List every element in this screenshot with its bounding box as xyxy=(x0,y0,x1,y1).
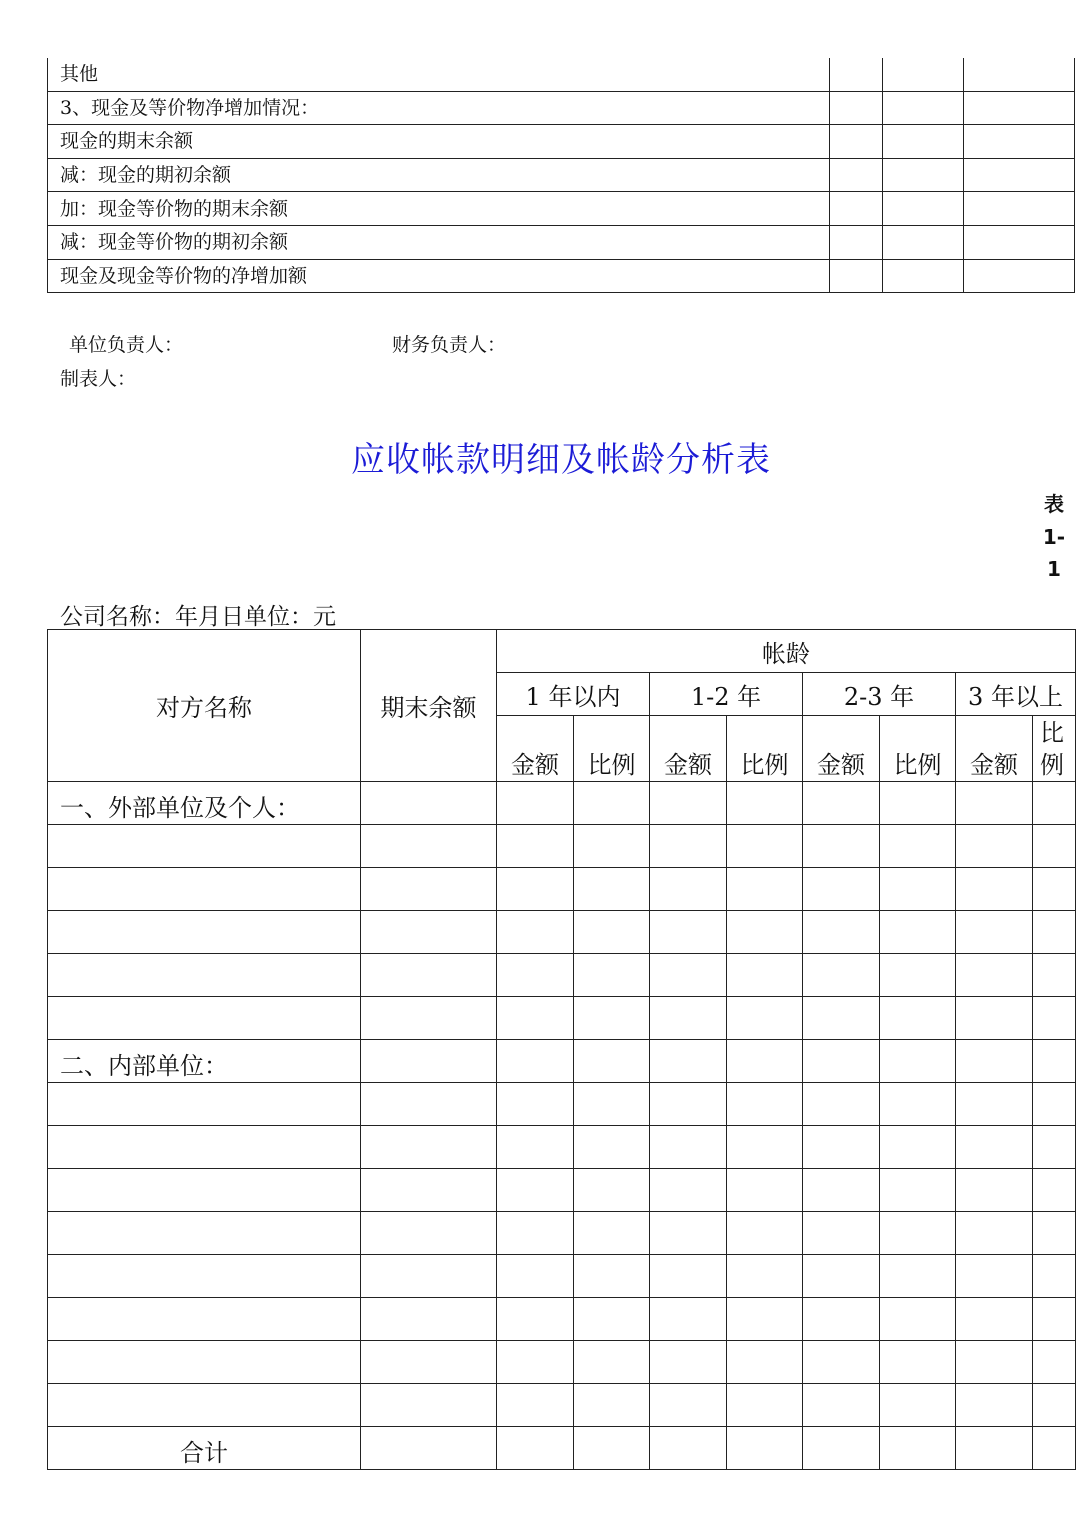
row-label: 加：现金等价物的期末余额 xyxy=(48,192,830,226)
row-label: 现金的期末余额 xyxy=(48,125,830,159)
row-label: 减：现金的期初余额 xyxy=(48,158,830,192)
section-external: 一、外部单位及个人： xyxy=(48,782,361,825)
table-row xyxy=(48,225,1075,259)
ending-balance-header: 期末余额 xyxy=(361,630,497,782)
table-row xyxy=(48,1212,1076,1255)
preparer-label: 制表人： xyxy=(60,368,137,390)
total-label: 合计 xyxy=(48,1427,361,1470)
table-row xyxy=(48,1169,1076,1212)
ratio-header: 比例 xyxy=(880,716,956,782)
unit-head-label: 单位负责人： xyxy=(69,334,184,356)
period-header: 2-3 年 xyxy=(803,673,956,716)
aging-table xyxy=(47,629,1076,1470)
table-row xyxy=(48,91,1075,125)
table-row xyxy=(48,911,1076,954)
row-label: 现金及现金等价物的净增加额 xyxy=(48,259,830,293)
amount-header: 金额 xyxy=(497,716,574,782)
total-row xyxy=(48,1427,1076,1470)
ratio-header: 比例 xyxy=(574,716,650,782)
row-label: 3、现金及等价物净增加情况： xyxy=(48,91,830,125)
table-row xyxy=(48,58,1075,91)
table-row xyxy=(48,259,1075,293)
aging-header: 帐龄 xyxy=(497,630,1076,673)
table-row xyxy=(48,954,1076,997)
row-label: 其他 xyxy=(48,58,830,91)
finance-head-label: 财务负责人： xyxy=(392,334,507,356)
amount-header: 金额 xyxy=(956,716,1033,782)
amount-header: 金额 xyxy=(803,716,880,782)
table-row xyxy=(48,1126,1076,1169)
table-row xyxy=(48,1341,1076,1384)
table-row xyxy=(48,1040,1076,1083)
table-row xyxy=(48,192,1075,226)
amount-header: 金额 xyxy=(650,716,727,782)
table-row xyxy=(48,1384,1076,1427)
period-header: 1 年以内 xyxy=(497,673,650,716)
cash-flow-table xyxy=(47,58,1075,293)
table-row xyxy=(48,997,1076,1040)
section-internal: 二、内部单位： xyxy=(48,1040,361,1083)
table-row xyxy=(48,125,1075,159)
report-title: 应收帐款明细及帐龄分析表 xyxy=(351,440,771,480)
header-row xyxy=(48,630,1076,673)
period-header: 1-2 年 xyxy=(650,673,803,716)
row-label: 减：现金等价物的期初余额 xyxy=(48,225,830,259)
table-row xyxy=(48,1298,1076,1341)
table-row xyxy=(48,1083,1076,1126)
table-row xyxy=(48,1255,1076,1298)
table-number: 表 1- 1 xyxy=(1042,492,1066,581)
table-row xyxy=(48,868,1076,911)
period-header: 3 年以上 xyxy=(956,673,1076,716)
table-row xyxy=(48,782,1076,825)
company-line: 公司名称：年月日单位：元 xyxy=(60,604,336,630)
table-row xyxy=(48,825,1076,868)
counterparty-header: 对方名称 xyxy=(48,630,361,782)
ratio-header: 比例 xyxy=(1033,716,1076,782)
table-row xyxy=(48,158,1075,192)
ratio-header: 比例 xyxy=(727,716,803,782)
